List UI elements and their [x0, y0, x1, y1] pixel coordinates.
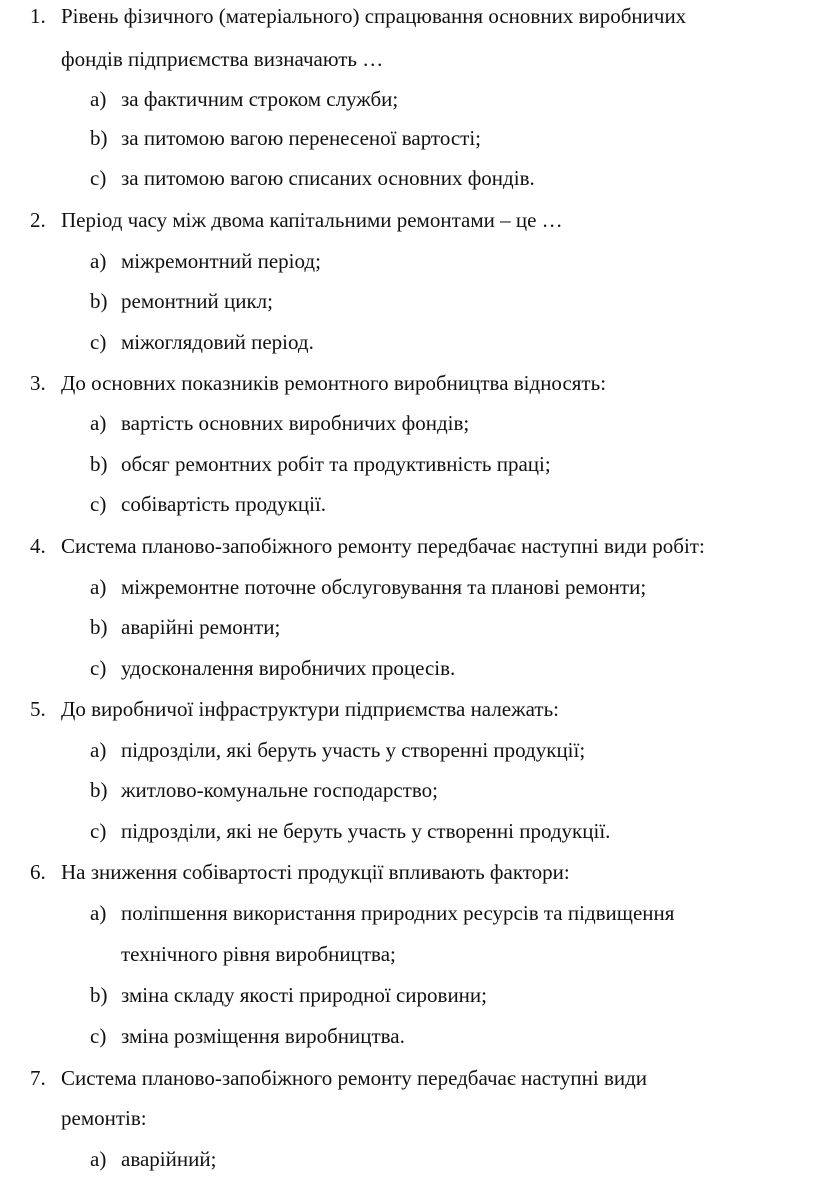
option-label: a) [90, 1147, 107, 1171]
option-label: b) [90, 289, 108, 313]
option-text: собівартість продукції. [121, 492, 327, 516]
option-text: ремонтний цикл; [121, 289, 273, 313]
option-text: зміна складу якості природної сировини; [121, 983, 487, 1007]
option-label: b) [90, 983, 108, 1007]
question-number: 5. [30, 697, 46, 721]
option-text: підрозділи, які не беруть участь у створенні продукції. [121, 819, 611, 843]
question-text: До виробничої інфраструктури підприємства належать: [61, 697, 559, 721]
question-text: Система планово-запобіжного ремонту передбачає наступні види робіт: [61, 534, 705, 558]
option-label: a) [90, 411, 107, 435]
option-label: c) [90, 656, 107, 680]
option-text: за питомою вагою списаних основних фондів. [121, 166, 535, 190]
question-number: 1. [30, 4, 46, 28]
option-text: міжремонтне поточне обслуговування та планові ремонти; [121, 575, 647, 599]
option-label: a) [90, 738, 107, 762]
option-label: b) [90, 452, 108, 476]
option-label: a) [90, 249, 107, 273]
question-text-cont: фондів підприємства визначають … [61, 47, 384, 71]
question-text: Рівень фізичного (матеріального) спрацювання основних виробничих [61, 4, 687, 28]
question-text: Період часу між двома капітальними ремонтами – це … [61, 208, 563, 232]
option-label: c) [90, 1024, 107, 1048]
option-label: b) [90, 778, 108, 802]
option-text-cont: технічного рівня виробництва; [121, 942, 396, 966]
option-label: c) [90, 330, 107, 354]
option-text: вартість основних виробничих фондів; [121, 411, 470, 435]
question-number: 6. [30, 860, 46, 884]
option-text: за питомою вагою перенесеної вартості; [121, 126, 482, 150]
option-label: a) [90, 575, 107, 599]
question-number: 7. [30, 1066, 46, 1090]
question-number: 2. [30, 208, 46, 232]
option-text: зміна розміщення виробництва. [121, 1024, 405, 1048]
option-text: аварійний; [121, 1147, 217, 1171]
option-text: аварійні ремонти; [121, 615, 281, 639]
option-text: міжремонтний період; [121, 249, 321, 273]
option-label: a) [90, 901, 107, 925]
option-label: a) [90, 87, 107, 111]
question-text: На зниження собівартості продукції впливають фактори: [61, 860, 570, 884]
option-label: b) [90, 126, 108, 150]
option-text: міжоглядовий період. [121, 330, 314, 354]
option-text: удосконалення виробничих процесів. [121, 656, 456, 680]
option-text: поліпшення використання природних ресурсів та підвищення [121, 901, 675, 925]
option-text: підрозділи, які беруть участь у створенні продукції; [121, 738, 586, 762]
option-text: за фактичним строком служби; [121, 87, 399, 111]
option-text: обсяг ремонтних робіт та продуктивність праці; [121, 452, 551, 476]
question-text: До основних показників ремонтного виробництва відносять: [61, 371, 607, 395]
question-number: 4. [30, 534, 46, 558]
option-label: c) [90, 166, 107, 190]
option-label: c) [90, 819, 107, 843]
option-text: житлово-комунальне господарство; [121, 778, 438, 802]
question-text: Система планово-запобіжного ремонту передбачає наступні види [61, 1066, 648, 1090]
option-label: c) [90, 492, 107, 516]
option-label: b) [90, 615, 108, 639]
question-number: 3. [30, 371, 46, 395]
question-text-cont: ремонтів: [61, 1106, 147, 1130]
